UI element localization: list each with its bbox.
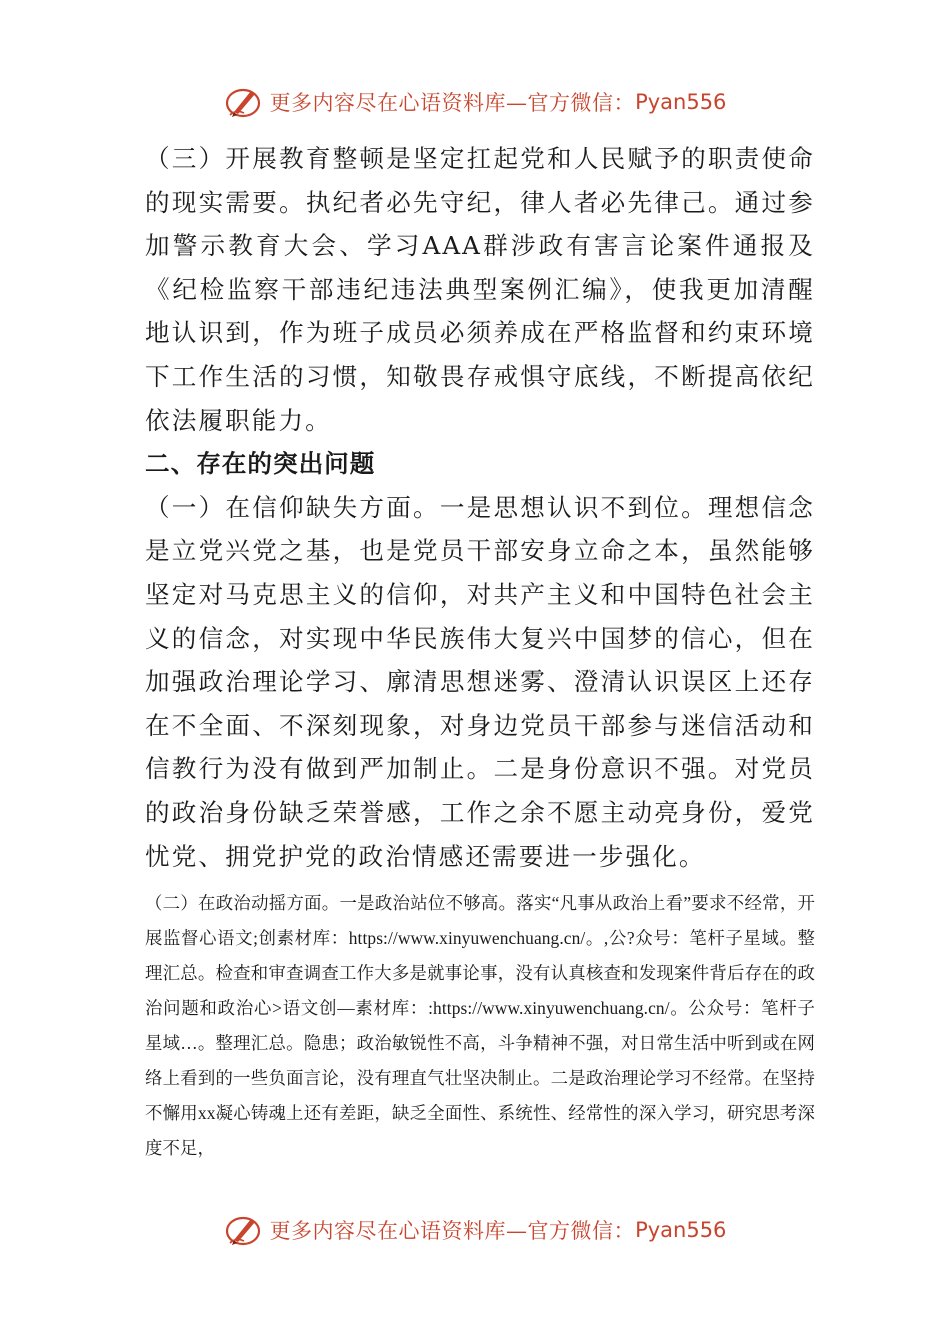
section-2-item-1: （一）在信仰缺失方面。一是思想认识不到位。理想信念是立党兴党之基，也是党员干部安身立命之本，虽然能够坚定对马克思主义的信仰，对共产主义和中国特色社会主义的信念，对实现中华民族伟大复兴中国梦的信心，但在加强政治理论学习、廓清思想迷雾、澄清认识误区上还存在不全面、不深刻现象，对身边党员干部参与迷信活动和信教行为没有做到严加制止。二是身份意识不强。对党员的政治身份缺乏荣誉感，工作之余不愿主动亮身份，爱党忧党、拥党护党的政治情感还需要进一步强化。 [145,492,815,871]
footer-banner [0,1208,950,1252]
section-2-item-2: （二）在政治动摇方面。一是政治站位不够高。落实“凡事从政治上看”要求不经常，开展监督心语文;创素材库：https://www.xinyuwenchuang.cn/。,公?众号：笔杆子星域。整理汇总。检查和审查调查工作大多是就事论事，没有认真核查和发现案件背后存在的政治问题和政治心>语文创—素材库：:https://www.xinyuwenchuang.cn/。公众号：笔杆子星域…。整理汇总。隐患；政治敏锐性不高，斗争精神不强，对日常生活中听到或在网络上看到的一些负面言论，没有理直气壮坚决制止。二是政治理论学习不经常。在坚持不懈用xx凝心铸魂上还有差距，缺乏全面性、系统性、经常性的深入学习，研究思考深度不足， [145,893,815,1159]
pen-logo-icon [224,82,264,122]
header-wechat-id: Pyan556 [635,90,727,114]
header-banner-text: 更多内容尽在心语资料库—官方微信： [269,91,636,115]
footer-wechat-id: Pyan556 [635,1218,727,1242]
section-2-heading: 二、存在的突出问题 [145,449,376,479]
pen-logo-icon [224,1210,264,1250]
header-banner [0,80,950,124]
footer-banner-text: 更多内容尽在心语资料库—官方微信： [269,1219,636,1243]
document-body [145,137,815,1166]
paragraph-3: （三）开展教育整顿是坚定扛起党和人民赋予的职责使命的现实需要。执纪者必先守纪，律人者必先律己。通过参加警示教育大会、学习AAA群涉政有害言论案件通报及《纪检监察干部违纪违法典型案例汇编》，使我更加清醒地认识到，作为班子成员必须养成在严格监督和约束环境下工作生活的习惯，知敬畏存戒惧守底线，不断提高依纪依法履职能力。 [145,144,815,435]
